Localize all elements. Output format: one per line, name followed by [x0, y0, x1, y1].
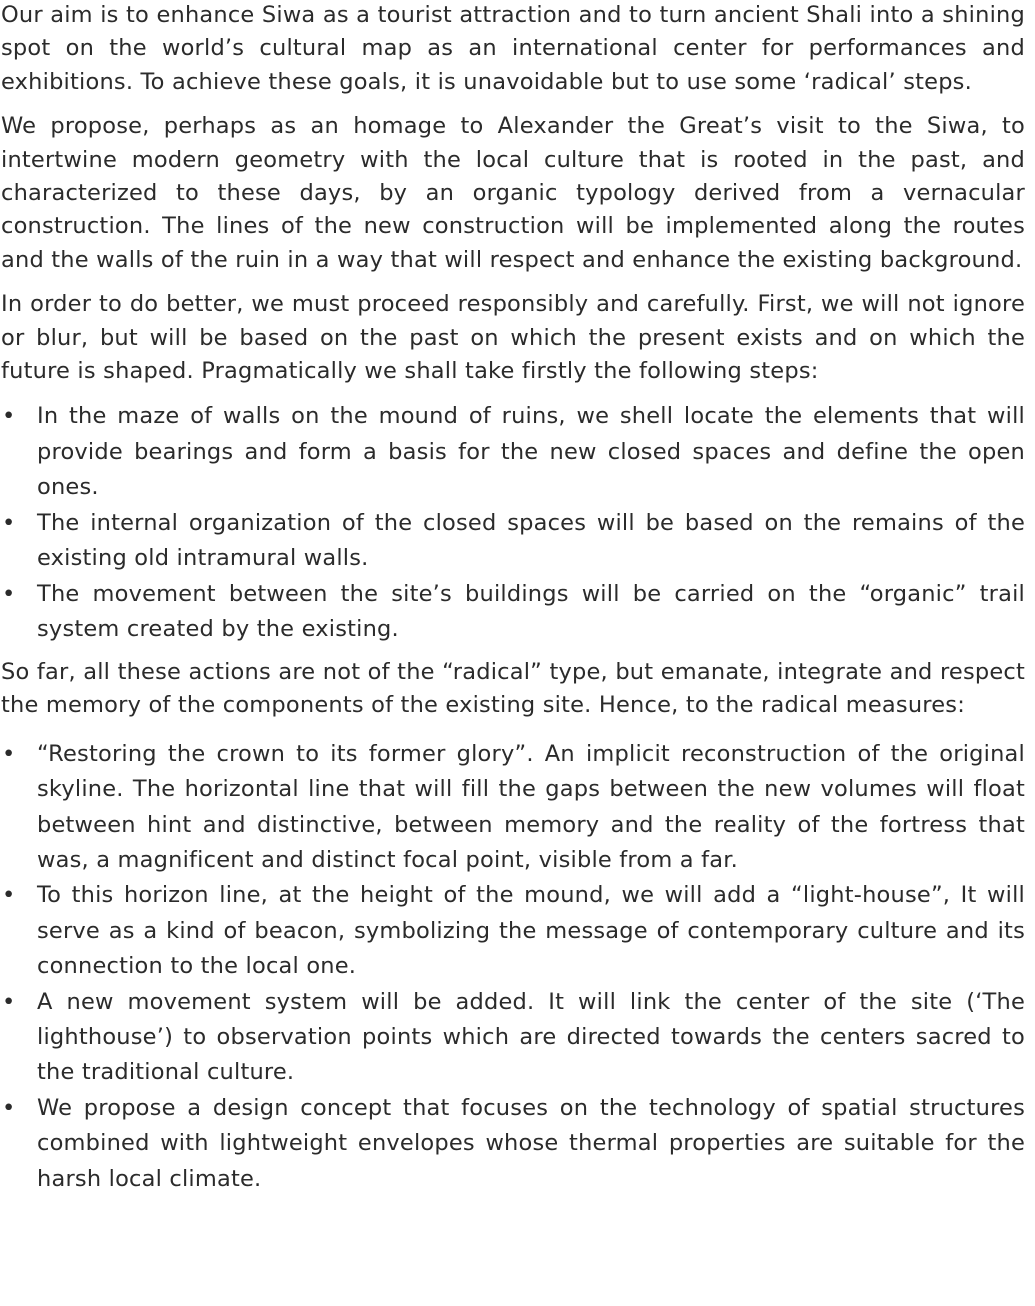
list-item: [1, 737, 1025, 879]
list-item: [1, 577, 1025, 648]
steps-list: [1, 399, 1025, 648]
list-item-text: In the maze of walls on the mound of ruins, we shell locate the elements that will provide bearings and form a basis for the new closed spaces and define the open ones.: [37, 403, 1025, 501]
bullet-icon: •: [2, 509, 16, 536]
bullet-icon: •: [2, 403, 16, 430]
list-item: [1, 1091, 1025, 1197]
list-item: [1, 399, 1025, 506]
list-item-text: The movement between the site’s buildings will be carried on the “organic” trail system created by the existing.: [37, 580, 1025, 643]
radical-measures-list: [1, 737, 1025, 1197]
list-item: [1, 985, 1025, 1091]
bullet-icon: •: [2, 882, 16, 909]
intro-paragraph-3: In order to do better, we must proceed responsibly and carefully. First, we will not ignore or blur, but will be based on the past on which the present exists and on which the future is shaped. Pragmatically we shall take firstly the following steps:: [1, 291, 1025, 385]
bullet-icon: •: [2, 580, 16, 607]
bullet-icon: •: [2, 1094, 16, 1121]
list-item: [1, 878, 1025, 984]
list-item-text: “Restoring the crown to its former glory”. An implicit reconstruction of the original skyline. The horizontal line that will fill the gaps between the new volumes will float between hint and distinctive, between memory and the reality of the fortress that was, a magnificent and distinct focal point, visible from a far.: [37, 740, 1025, 873]
list-item-text: We propose a design concept that focuses on the technology of spatial structures combined with lightweight envelopes whose thermal properties are suitable for the harsh local climate.: [37, 1094, 1025, 1192]
intro-paragraph-1: Our aim is to enhance Siwa as a tourist attraction and to turn ancient Shali into a shining spot on the world’s cultural map as an international center for performances and exhibitions. To achieve these goals, it is unavoidable but to use some ‘radical’ steps.: [1, 2, 1025, 95]
list-item-text: The internal organization of the closed spaces will be based on the remains of the existing old intramural walls.: [37, 509, 1025, 572]
bullet-icon: •: [2, 740, 16, 767]
list-item-text: A new movement system will be added. It will link the center of the site (‘The lighthouse’) to observation points which are directed towards the centers sacred to the traditional culture.: [37, 988, 1025, 1086]
list-item-text: To this horizon line, at the height of the mound, we will add a “light-house”, It will serve as a kind of beacon, symbolizing the message of contemporary culture and its connection to the local one.: [37, 882, 1025, 980]
middle-paragraph: So far, all these actions are not of the “radical” type, but emanate, integrate and respect the memory of the components of the existing site. Hence, to the radical measures:: [1, 658, 1025, 719]
intro-paragraph-2: We propose, perhaps as an homage to Alexander the Great’s visit to the Siwa, to intertwine modern geometry with the local culture that is rooted in the past, and characterized to these days, by an organic typology derived from a vernacular construction. The lines of the new construction will be implemented along the routes and the walls of the ruin in a way that will respect and enhance the existing background.: [1, 113, 1025, 273]
list-item: [1, 506, 1025, 577]
bullet-icon: •: [2, 988, 16, 1015]
